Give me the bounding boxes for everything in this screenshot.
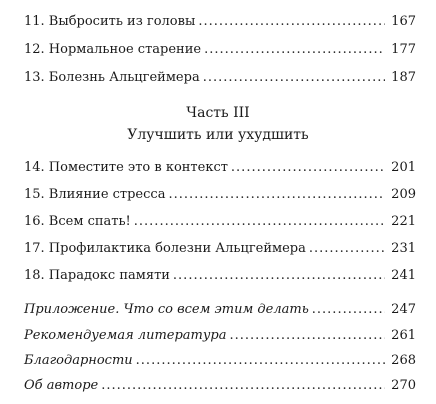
entry-label: Рекомендуемая литература xyxy=(24,328,227,343)
entry-label: 13. Болезнь Альцгеймера xyxy=(24,70,200,85)
toc-entry-14 xyxy=(24,160,416,176)
dot-leader xyxy=(198,14,385,30)
toc-entry-13 xyxy=(24,70,416,86)
page-number: 231 xyxy=(391,241,416,256)
toc-entry-reading xyxy=(24,328,416,344)
toc-entry-12 xyxy=(24,42,416,58)
toc-entry-11 xyxy=(24,14,416,30)
page-number: 177 xyxy=(391,42,416,57)
dot-leader xyxy=(168,187,385,203)
toc-entry-18 xyxy=(24,268,416,284)
page-number: 221 xyxy=(391,214,416,229)
entry-label: 15. Влияние стресса xyxy=(24,187,166,202)
dot-leader xyxy=(231,160,385,176)
part-subtitle: Улучшить или ухудшить xyxy=(127,127,309,143)
entry-label: Приложение. Что со всем этим делать xyxy=(24,302,309,317)
page-number: 268 xyxy=(391,353,416,368)
part-heading: Часть III xyxy=(186,105,250,121)
toc-entry-15 xyxy=(24,187,416,203)
entry-label: 18. Парадокс памяти xyxy=(24,268,170,283)
dot-leader xyxy=(134,214,385,230)
page-number: 261 xyxy=(391,328,416,343)
entry-label: Об авторе xyxy=(24,378,99,393)
dot-leader xyxy=(204,42,385,58)
entry-label: 12. Нормальное старение xyxy=(24,42,202,57)
toc-entry-16 xyxy=(24,214,416,230)
entry-label: 11. Выбросить из головы xyxy=(24,14,196,29)
dot-leader xyxy=(203,70,385,86)
page-number: 187 xyxy=(391,70,416,85)
dot-leader xyxy=(173,268,385,284)
toc-entry-acknowledgements xyxy=(24,353,416,369)
dot-leader xyxy=(312,302,385,318)
dot-leader xyxy=(101,378,385,394)
page-number: 247 xyxy=(391,302,416,317)
entry-label: 16. Всем спать! xyxy=(24,214,131,229)
page-number: 270 xyxy=(391,378,416,393)
dot-leader xyxy=(136,353,385,369)
entry-label: 17. Профилактика болезни Альцгеймера xyxy=(24,241,306,256)
page-number: 209 xyxy=(391,187,416,202)
dot-leader xyxy=(309,241,385,257)
page-number: 201 xyxy=(391,160,416,175)
entry-label: Благодарности xyxy=(24,353,133,368)
dot-leader xyxy=(230,328,386,344)
toc-entry-about-author xyxy=(24,378,416,394)
entry-label: 14. Поместите это в контекст xyxy=(24,160,228,175)
page-number: 241 xyxy=(391,268,416,283)
page-number: 167 xyxy=(391,14,416,29)
toc-entry-17 xyxy=(24,241,416,257)
toc-entry-appendix xyxy=(24,302,416,318)
